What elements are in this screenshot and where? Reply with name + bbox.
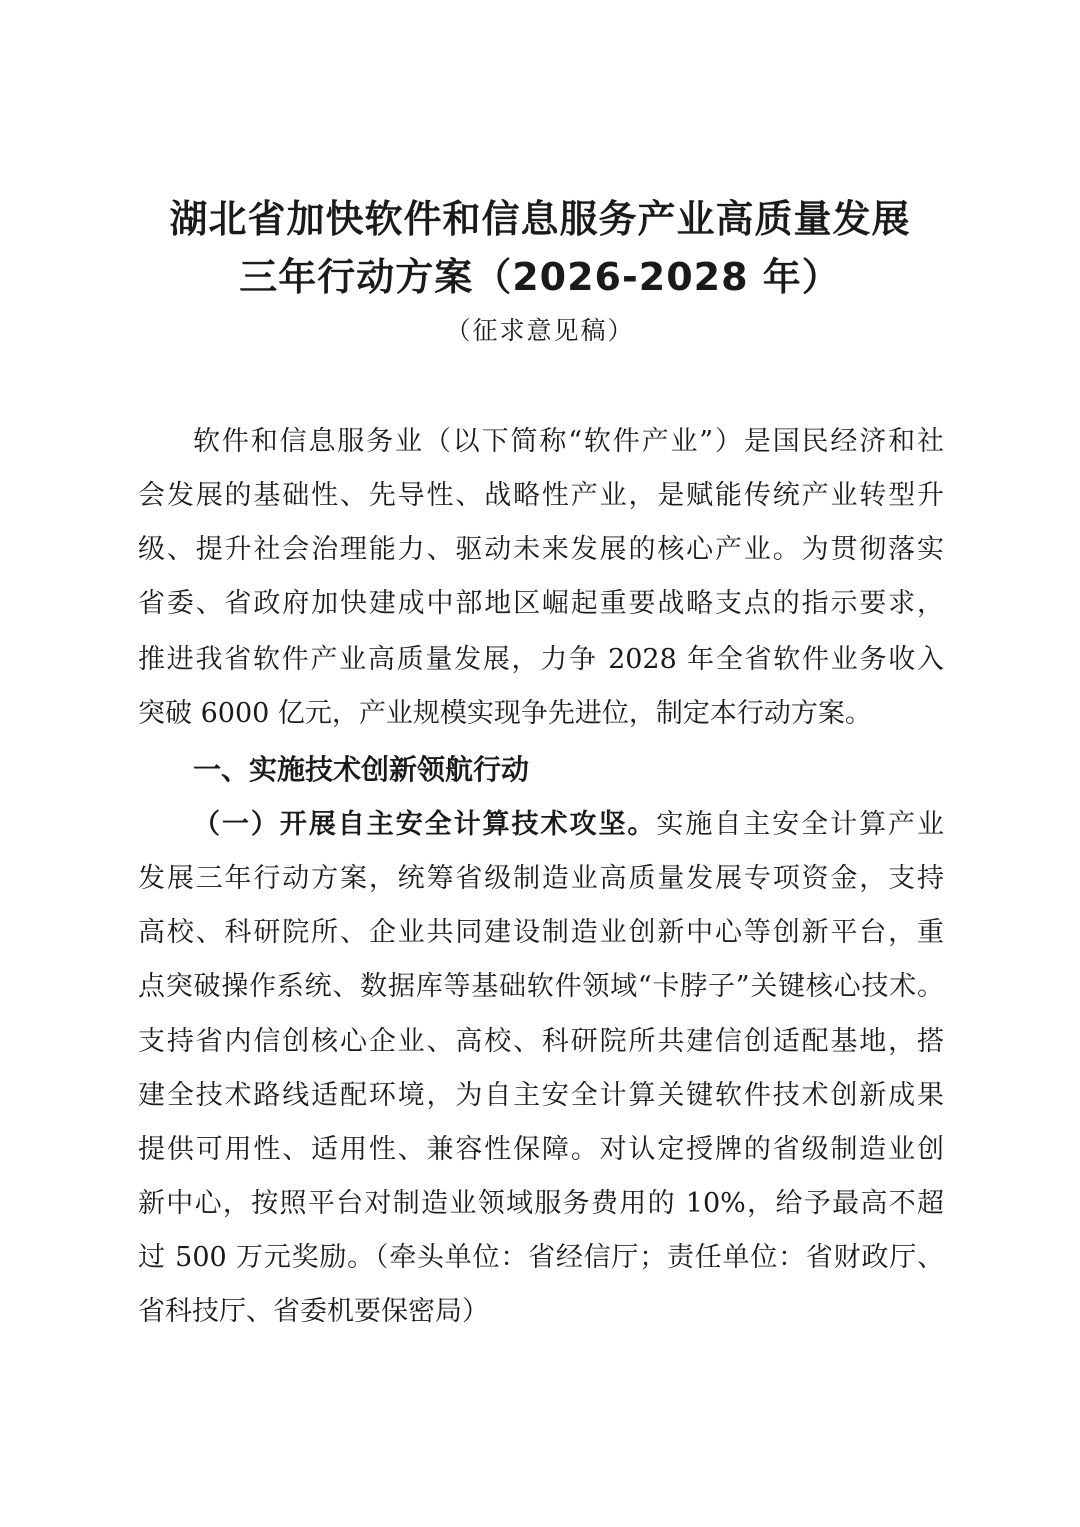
item-1-first-rest: 实施自主安全计算产业 [656, 809, 944, 840]
item-1-first-line [193, 811, 944, 838]
intro-line: 突破 6000 亿元，产业规模实现争先进位，制定本行动方案。 [138, 698, 872, 729]
intro-line: 省委、省政府加快建成中部地区崛起重要战略支点的指示要求， [138, 588, 944, 619]
item-1-line: 提供可用性、适用性、兼容性保障。对认定授牌的省级制造业创 [138, 1134, 944, 1165]
item-1-line: 高校、科研院所、企业共同建设制造业创新中心等创新平台，重 [138, 917, 944, 948]
item-1-line: 过 500 万元奖励。（牵头单位：省经信厅；责任单位：省财政厅、 [138, 1242, 944, 1273]
section-heading: 一、实施技术创新领航行动 [193, 753, 530, 786]
item-1-line: 点突破操作系统、数据库等基础软件领域“卡脖子”关键核心技术。 [138, 971, 944, 1002]
document-subtitle: （征求意见稿） [445, 316, 635, 345]
item-1-line: 发展三年行动方案，统筹省级制造业高质量发展专项资金，支持 [138, 863, 944, 894]
intro-line: 软件和信息服务业（以下简称“软件产业”）是国民经济和社 [193, 426, 944, 457]
document-title-line-2: 三年行动方案（2026-2028 年） [239, 255, 841, 299]
document-title-line-1: 湖北省加快软件和信息服务产业高质量发展 [169, 197, 911, 241]
item-1-lead: （一）开展自主安全计算技术攻坚。 [193, 809, 657, 840]
item-1-line: 省科技厅、省委机要保密局） [138, 1296, 489, 1327]
item-1-line: 新中心，按照平台对制造业领域服务费用的 10%，给予最高不超 [138, 1188, 944, 1219]
item-1-line: 建全技术路线适配环境，为自主安全计算关键软件技术创新成果 [138, 1080, 944, 1111]
intro-line: 推进我省软件产业高质量发展，力争 2028 年全省软件业务收入 [138, 644, 944, 675]
intro-line: 级、提升社会治理能力、驱动未来发展的核心产业。为贯彻落实 [138, 534, 944, 565]
item-1-line: 支持省内信创核心企业、高校、科研院所共建信创适配基地，搭 [138, 1026, 944, 1057]
intro-line: 会发展的基础性、先导性、战略性产业，是赋能传统产业转型升 [138, 480, 944, 511]
